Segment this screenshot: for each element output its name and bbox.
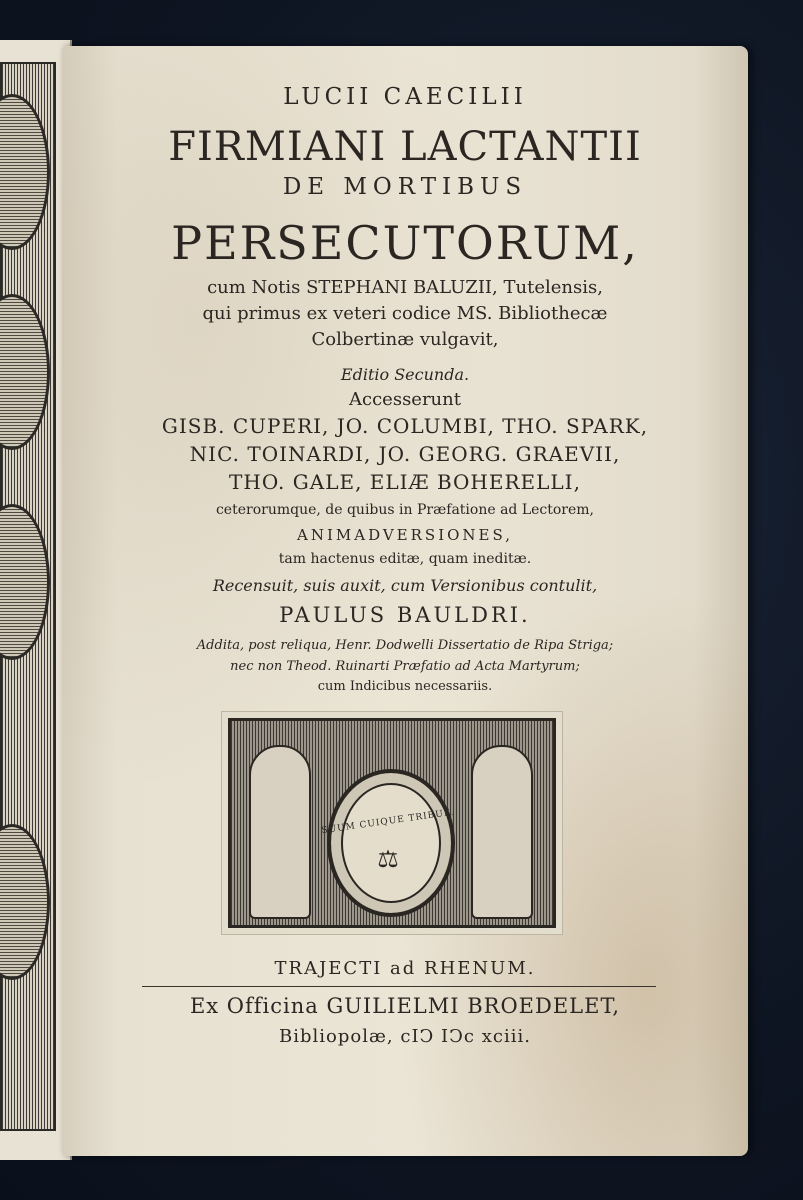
author-praenomen: LUCII CAECILII xyxy=(283,84,527,110)
scales-icon: ⚖ xyxy=(377,845,399,873)
minerva-figure xyxy=(249,745,311,919)
imprint-date: Bibliopolæ, cIↃ IↃc xciii. xyxy=(279,1026,531,1047)
edition-statement: Editio Secunda. xyxy=(340,365,470,384)
editor-name: PAULUS BAULDRI. xyxy=(279,603,531,627)
imprint-rule xyxy=(142,986,656,987)
addita-line2: nec non Theod. Ruinarti Præfatio ad Acta Martyrum; xyxy=(230,659,580,674)
notes-credit-line3: Colbertinæ vulgavit, xyxy=(311,329,499,350)
recensuit-line: Recensuit, suis auxit, cum Versionibus contulit, xyxy=(212,576,598,595)
engraving-medallion xyxy=(0,824,50,980)
animadversiones-line: ANIMADVERSIONES, xyxy=(297,526,513,544)
ceterorumque-line: ceterorumque, de quibus in Præfatione ad Lectorem, xyxy=(215,502,595,518)
addita-line3: cum Indicibus necessariis. xyxy=(317,679,493,694)
contributors-line3: THO. GALE, ELIÆ BOHERELLI, xyxy=(229,470,581,494)
title-page xyxy=(62,46,748,1156)
work-title-part1: DE MORTIBUS xyxy=(282,174,528,200)
engraving-medallion xyxy=(0,94,50,250)
addita-line1: Addita, post reliqua, Henr. Dodwelli Dissertatio de Ripa Striga; xyxy=(196,638,614,653)
imprint-printer: Ex Officina GUILIELMI BROEDELET, xyxy=(189,994,621,1018)
accesserunt-heading: Accesserunt xyxy=(349,389,461,410)
frontispiece-engraving xyxy=(0,62,56,1131)
mercury-figure xyxy=(471,745,533,919)
engraving-medallion xyxy=(0,504,50,660)
imprint-place: TRAJECTI ad RHENUM. xyxy=(274,958,536,979)
notes-credit-line1: cum Notis STEPHANI BALUZII, Tutelensis, xyxy=(207,277,603,298)
notes-credit-line2: qui primus ex veteri codice MS. Bibliothecæ xyxy=(202,303,608,324)
work-title-part2: PERSECUTORUM, xyxy=(171,216,639,270)
contributors-line2: NIC. TOINARDI, JO. GEORG. GRAEVII, xyxy=(189,442,621,466)
author-name: FIRMIANI LACTANTII xyxy=(168,124,642,170)
contributors-line1: GISB. CUPERI, JO. COLUMBI, THO. SPARK, xyxy=(161,414,649,438)
device-motto: SUUM CUIQUE TRIBUE. xyxy=(320,807,456,837)
engraving-medallion xyxy=(0,294,50,450)
editae-line: tam hactenus editæ, quam ineditæ. xyxy=(278,551,532,567)
printers-device-engraving xyxy=(228,718,556,928)
